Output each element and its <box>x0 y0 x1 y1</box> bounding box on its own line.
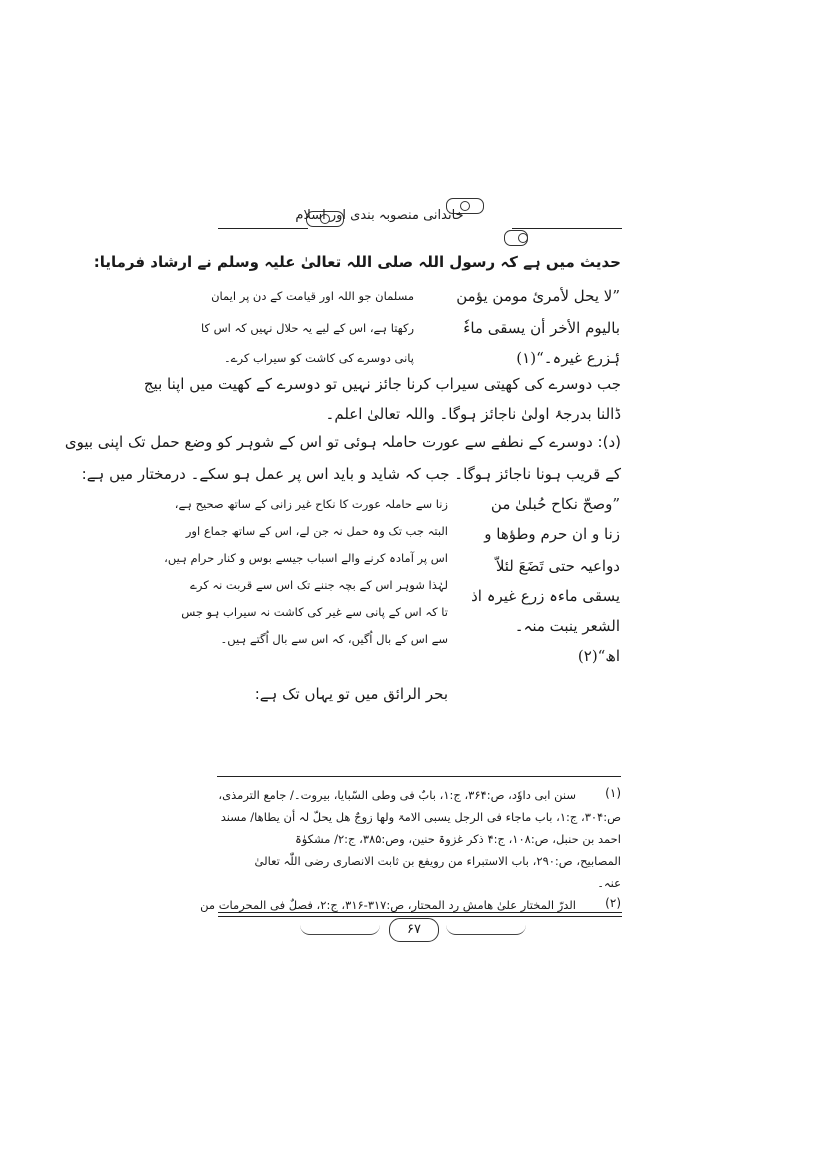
footer-rule-top <box>218 912 622 913</box>
footnote-rule <box>217 776 621 777</box>
header-rule-left <box>218 228 308 229</box>
footnote-1-number: (۱) <box>605 786 621 800</box>
paragraph-3-line-1: (د): دوسرے کے نطفے سے عورت حاملہ ہوئی تو اس کے شوہر کو وضع حمل تک اپنی بیوی <box>64 433 621 451</box>
footer-rule-bottom <box>218 916 622 917</box>
header-ornament-right <box>504 230 528 246</box>
quote-arabic-line-4: یسقی ماءہ زرع غیرہ اذ <box>471 587 620 605</box>
quote-arabic-line-6: اھ“(۲) <box>577 647 620 665</box>
header-title: خاندانی منصوبہ بندی اور اسلام <box>295 208 464 223</box>
footnote-2-number: (۲) <box>605 896 621 910</box>
hadith-translation-line-1: مسلمان جو اللہ اور قیامت کے دن پر ایمان <box>211 289 414 303</box>
footer-ornament-left <box>300 924 380 935</box>
footnote-2-line-1: الدرّ المختار علیٰ ھامش رد المحتار، ص:۳۱۷-۳۱۶، ج:۲، فصلٌ فی المحرمات من <box>200 898 576 912</box>
paragraph-3-line-2: کے قریب ہونا ناجائز ہوگا۔ جب کہ شاید و باید اس پر عمل ہو سکے۔ درمختار میں ہے: <box>81 465 621 483</box>
hadith-arabic-line-1: ”لا یحل لأمرئ مومن یؤمن <box>456 287 620 305</box>
paragraph-2-line-1: جب دوسرے کی کھیتی سیراب کرنا جائز نہیں تو دوسرے کے کھیت میں اپنا بیج <box>143 375 621 393</box>
quote-arabic-line-2: زنا و ان حرم وطؤھا و <box>484 525 620 543</box>
footnote-1-line-3: احمد بن حنبل، ص:۱۰۸، ج:۴ ذکر غزوۃ حنین، وص:۳۸۵، ج:۲/ مشکوٰۃ <box>295 832 621 846</box>
quote-arabic-line-1: ”وصحّ نکاح حُبلیٰ من <box>490 495 620 513</box>
footnote-1-line-4: المصابیح، ص:۲۹۰، باب الاستبراء من رویفع بن ثابت الانصاری رضی اللّٰہ تعالیٰ <box>254 854 621 868</box>
quote-translation-line-6: سے اس کے بال اُگیں، کہ اس سے بال اُگتے ہیں۔ <box>220 632 448 646</box>
quote-translation-line-4: لہٰذا شوہر اس کے بچہ جننے تک اس سے قربت نہ کرے <box>190 578 448 592</box>
quote-translation-line-5: تا کہ اس کے پانی سے غیر کی کاشت نہ سیراب ہو جس <box>181 605 448 619</box>
paragraph-2-line-2: ڈالنا بدرجۂ اولیٰ ناجائز ہوگا۔ واللہ تعالیٰ اعلم۔ <box>325 405 621 423</box>
quote-translation-line-2: البتہ جب تک وہ حمل نہ جن لے، اس کے ساتھ جماع اور <box>185 524 448 538</box>
header-rule-right <box>512 228 622 229</box>
quote-arabic-line-5: الشعر ینبت منہ۔ <box>514 617 620 635</box>
quote-translation-line-1: زنا سے حاملہ عورت کا نکاح غیر زانی کے ساتھ صحیح ہے، <box>174 497 448 511</box>
intro-line: حدیث میں ہے کہ رسول اللہ صلی اللہ تعالیٰ علیہ وسلم نے ارشاد فرمایا: <box>93 253 621 271</box>
hadith-translation-line-2: رکھتا ہے، اس کے لیے یہ حلال نہیں کہ اس کا <box>200 321 414 335</box>
closing-line: بحر الرائق میں تو یہاں تک ہے: <box>254 685 448 703</box>
hadith-arabic-line-2: بالیوم الأخر أن یسقی ماءٗ <box>463 319 620 337</box>
hadith-arabic-line-3: ۂزرع غیرہ۔“(۱) <box>516 349 620 367</box>
footer-ornament-right <box>446 924 526 935</box>
footnote-1-line-1: سنن ابی داوٗد، ص:۳۶۴، ج:۱، بابٌ فی وطی السّبایا، بیروت۔/ جامع الترمذی، <box>218 788 576 802</box>
footnote-1-line-5: عنہ۔ <box>597 876 621 890</box>
footnote-1-line-2: ص:۳۰۴، ج:۱، باب ماجاء فی الرجل یسبی الامۃ ولھا زوجٌ ھل یحلّ لہ أن یطاھا/ مسند <box>220 810 621 824</box>
hadith-translation-line-3: پانی دوسرے کی کاشت کو سیراب کرے۔ <box>224 351 414 365</box>
quote-translation-line-3: اس پر آمادہ کرنے والے اسباب جیسے بوس و کنار حرام ہیں، <box>164 551 448 565</box>
quote-arabic-line-3: دواعیہ حتی تَضَعَ لئلاّ <box>495 557 620 575</box>
page-number: ۶۷ <box>389 918 439 942</box>
